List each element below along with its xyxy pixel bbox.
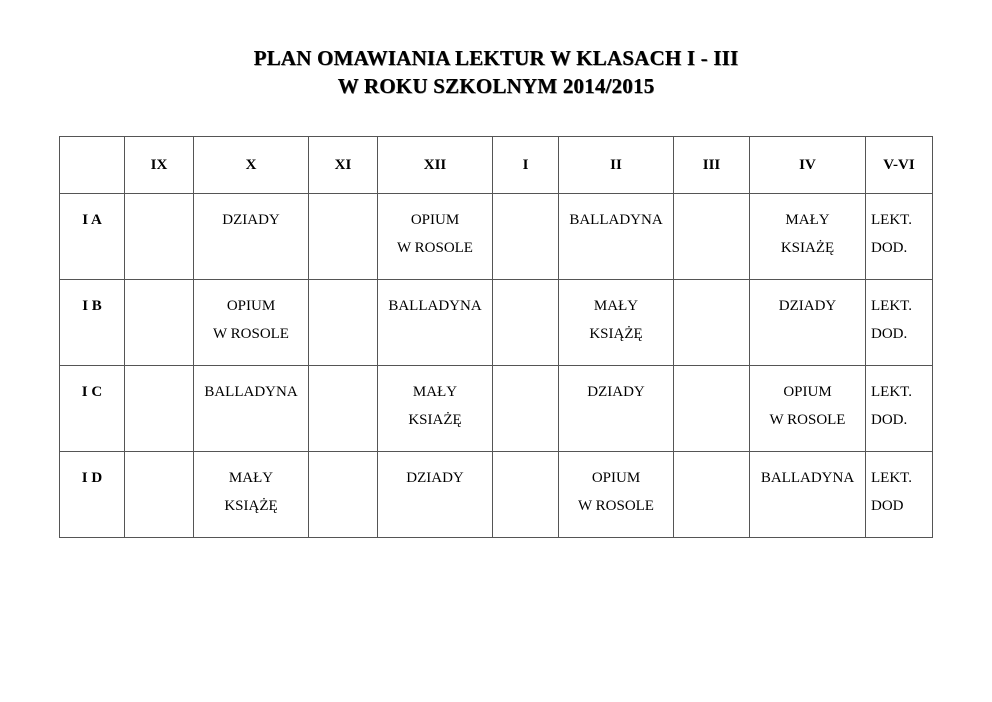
month-header: IV	[750, 137, 866, 194]
reading-cell	[674, 452, 750, 538]
header-row	[60, 137, 933, 194]
table-row	[60, 280, 933, 366]
reading-cell	[309, 280, 378, 366]
month-header: II	[559, 137, 674, 194]
book-title-line: LEKT.	[871, 384, 912, 400]
reading-cell	[309, 194, 378, 280]
book-title-line: KSIAŻĘ	[780, 240, 835, 256]
book-title-line: OPIUM	[410, 212, 460, 228]
month-header: I	[493, 137, 559, 194]
book-title-line: DOD	[871, 498, 904, 514]
reading-cell	[378, 280, 493, 366]
reading-cell	[125, 280, 194, 366]
book-title-line: OPIUM	[783, 384, 832, 400]
book-title-line: MAŁY	[228, 470, 274, 486]
book-title-line: W ROSOLE	[397, 240, 473, 256]
month-header: XII	[378, 137, 493, 194]
month-header: XI	[309, 137, 378, 194]
book-title-line: DZIADY	[222, 212, 280, 228]
book-title-line: DOD.	[871, 240, 908, 256]
reading-cell	[378, 366, 493, 452]
book-title-line: DZIADY	[778, 298, 837, 314]
reading-cell	[750, 452, 866, 538]
reading-cell	[493, 194, 559, 280]
reading-cell	[493, 366, 559, 452]
reading-cell	[125, 366, 194, 452]
month-header: III	[674, 137, 750, 194]
reading-cell	[674, 280, 750, 366]
class-label: I D	[60, 452, 125, 538]
reading-cell	[194, 452, 309, 538]
book-title-line: MAŁY	[593, 298, 639, 314]
book-title-line: DOD.	[871, 326, 908, 342]
reading-cell	[309, 452, 378, 538]
book-title-line: OPIUM	[226, 298, 276, 314]
reading-cell	[750, 280, 866, 366]
book-title-line: MAŁY	[412, 384, 458, 400]
book-title-line: DZIADY	[406, 470, 464, 486]
book-title-line: KSIĄŻĘ	[589, 326, 643, 342]
class-label: I B	[60, 280, 125, 366]
reading-cell	[750, 366, 866, 452]
additional-reading-cell	[866, 366, 933, 452]
reading-cell	[125, 194, 194, 280]
additional-reading-cell	[866, 280, 933, 366]
reading-cell	[559, 280, 674, 366]
reading-cell	[559, 194, 674, 280]
book-title-line: DOD.	[871, 412, 908, 428]
table-row	[60, 366, 933, 452]
reading-cell	[674, 366, 750, 452]
book-title-line: W ROSOLE	[578, 498, 654, 514]
reading-cell	[309, 366, 378, 452]
reading-cell	[559, 366, 674, 452]
reading-cell	[194, 194, 309, 280]
book-title-line: LEKT.	[871, 470, 912, 486]
reading-cell	[194, 280, 309, 366]
class-label: I A	[60, 194, 125, 280]
book-title-line: BALLADYNA	[388, 298, 482, 314]
book-title-line: LEKT.	[871, 212, 912, 228]
book-title-line: BALLADYNA	[204, 384, 298, 400]
month-header: IX	[125, 137, 194, 194]
table-row	[60, 452, 933, 538]
book-title-line: W ROSOLE	[769, 412, 846, 428]
book-title-line: KSIĄŻĘ	[224, 498, 278, 514]
reading-cell	[378, 452, 493, 538]
additional-reading-cell	[866, 452, 933, 538]
month-header: X	[194, 137, 309, 194]
reading-cell	[559, 452, 674, 538]
corner-cell	[60, 137, 125, 194]
book-title-line: MAŁY	[785, 212, 830, 228]
reading-cell	[493, 452, 559, 538]
book-title-line: DZIADY	[587, 384, 645, 400]
table-row	[60, 194, 933, 280]
book-title-line: KSIAŻĘ	[408, 412, 462, 428]
month-header: V-VI	[866, 137, 933, 194]
book-title-line: BALLADYNA	[760, 470, 855, 486]
book-title-line: W ROSOLE	[213, 326, 289, 342]
reading-cell	[674, 194, 750, 280]
reading-plan-table	[59, 136, 933, 538]
reading-cell	[493, 280, 559, 366]
class-label: I C	[60, 366, 125, 452]
book-title-line: BALLADYNA	[569, 212, 663, 228]
book-title-line: LEKT.	[871, 298, 912, 314]
additional-reading-cell	[866, 194, 933, 280]
title-line-2: W ROKU SZKOLNYM 2014/2015	[337, 74, 655, 98]
reading-cell	[125, 452, 194, 538]
title-line-1: PLAN OMAWIANIA LEKTUR W KLASACH I - III	[253, 46, 739, 70]
reading-cell	[378, 194, 493, 280]
reading-cell	[750, 194, 866, 280]
book-title-line: OPIUM	[591, 470, 641, 486]
document-title	[0, 44, 992, 100]
reading-cell	[194, 366, 309, 452]
